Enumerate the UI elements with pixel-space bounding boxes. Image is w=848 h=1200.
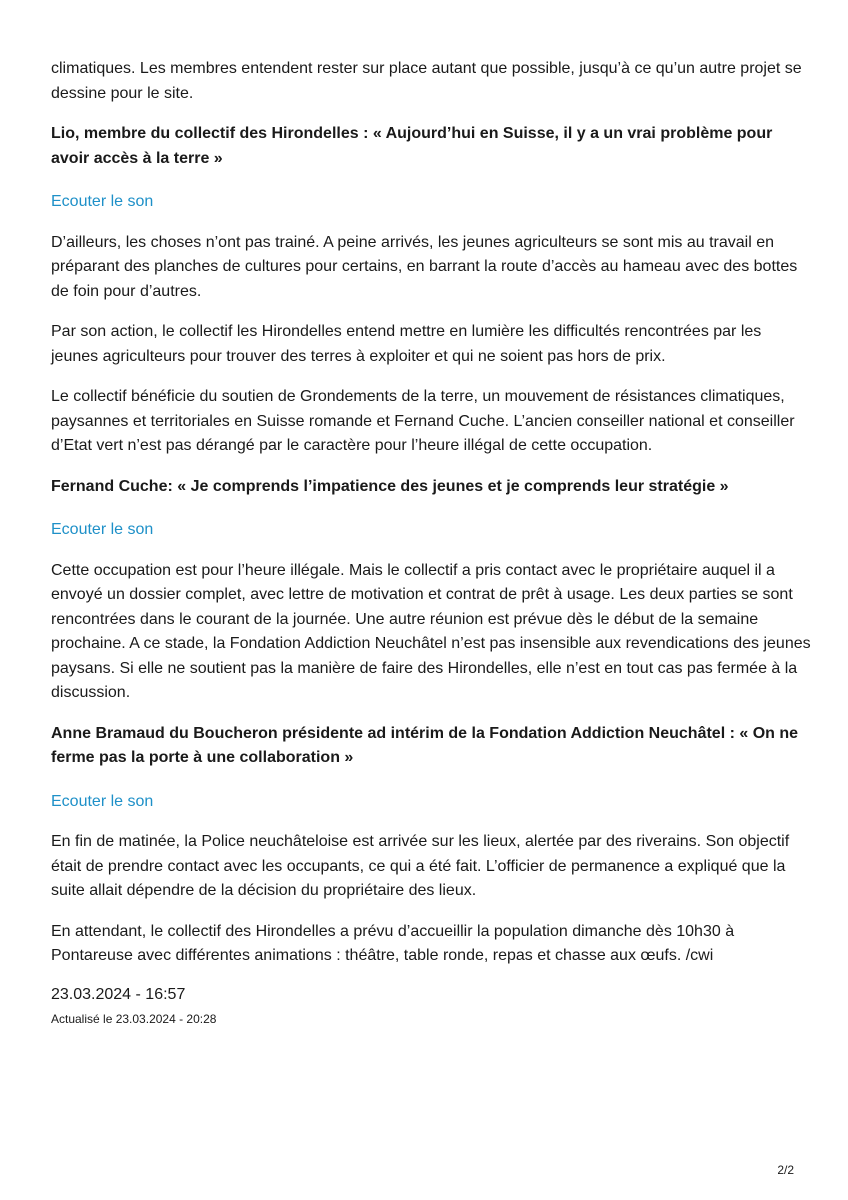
paragraph: En attendant, le collectif des Hirondelles a prévu d’accueillir la population dimanche dès 10h30 à Pontareuse avec différentes animations : théâtre, table ronde, repas et chasse aux œufs. /cwi (51, 922, 735, 964)
listen-audio-link[interactable]: Ecouter le son (51, 792, 154, 810)
listen-audio-link[interactable]: Ecouter le son (51, 521, 154, 538)
paragraph: Cette occupation est pour l’heure illégale. Mais le collectif a pris contact avec le propriétaire auquel il a envoyé un dossier complet, avec lettre de motivation et contrat de prêt à usage. Les deux parties se sont rencontrées dans le courant de la journée. Une autre réunion est prévue dès le début de la semaine prochaine. A ce stade, la Fondation Addiction Neuchâtel n’est pas insensible aux revendications des jeunes paysans. Si elle ne soutient pas la manière de faire des Hirondelles, elle n’est en tout cas pas fermée à la discussion. (51, 561, 811, 701)
quote-heading: Fernand Cuche: « Je comprends l’impatience des jeunes et je comprends leur stratégie » (51, 477, 729, 495)
paragraph: Le collectif bénéficie du soutien de Grondements de la terre, un mouvement de résistances climatiques, paysannes et territoriales en Suisse romande et Fernand Cuche. L’ancien conseiller national et conseiller d’Etat vert n’est pas dérangé par le caractère pour l’heure illégal de cette occupation. (51, 388, 795, 454)
updated-date: Actualisé le 23.03.2024 - 20:28 (51, 1011, 217, 1026)
quote-heading: Lio, membre du collectif des Hirondelles : « Aujourd’hui en Suisse, il y a un vrai problème pour avoir accès à la terre » (51, 125, 773, 167)
paragraph: climatiques. Les membres entendent rester sur place autant que possible, jusqu’à ce qu’un autre projet se dessine pour le site. (51, 60, 802, 102)
article-body (51, 57, 811, 1027)
page-number: 2/2 (777, 1163, 794, 1177)
listen-audio-link[interactable]: Ecouter le son (51, 193, 154, 210)
publish-date: 23.03.2024 - 16:57 (51, 985, 186, 1003)
paragraph: Par son action, le collectif les Hirondelles entend mettre en lumière les difficultés rencontrées par les jeunes agriculteurs pour trouver des terres à exploiter et qui ne soient pas hors de prix. (51, 323, 762, 365)
paragraph: En fin de matinée, la Police neuchâteloise est arrivée sur les lieux, alertée par des riverains. Son objectif était de prendre contact avec les occupants, ce qui a été fait. L’officier de permanence a expliqué que la suite allait dépendre de la décision du propriétaire des lieux. (51, 833, 790, 899)
paragraph: D’ailleurs, les choses n’ont pas trainé. A peine arrivés, les jeunes agriculteurs se sont mis au travail en préparant des planches de cultures pour certains, en barrant la route d’accès au hameau avec des bottes de foin pour d’autres. (51, 233, 798, 300)
quote-heading: Anne Bramaud du Boucheron présidente ad intérim de la Fondation Addiction Neuchâtel : « On ne ferme pas la porte à une collaboration » (51, 724, 799, 766)
